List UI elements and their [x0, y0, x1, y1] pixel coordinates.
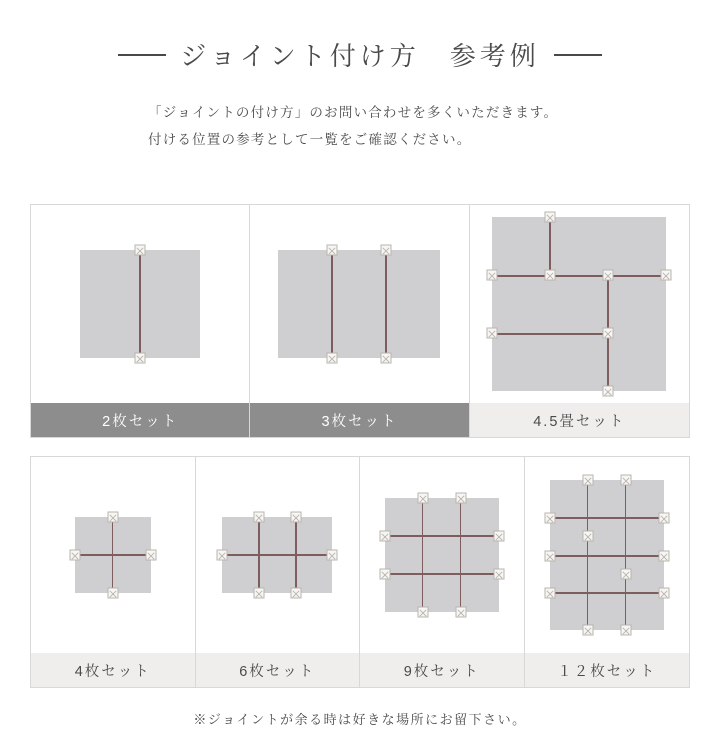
joint-icon: [544, 551, 555, 562]
joint-icon: [135, 353, 146, 364]
lead-paragraph: [0, 99, 720, 153]
joint-icon: [327, 245, 338, 256]
layout-examples-grid: [30, 204, 690, 688]
joint-icon: [603, 328, 614, 339]
example-caption-3mai: 3枚セット: [250, 403, 468, 437]
example-panel-3mai: [250, 205, 469, 437]
joint-icon: [455, 493, 466, 504]
seam-vertical: [139, 250, 141, 358]
joint-icon: [417, 607, 428, 618]
joint-icon: [493, 569, 504, 580]
mat-area: [492, 217, 666, 391]
seam-horizontal: [75, 554, 151, 556]
example-caption-9mai: 9枚セット: [360, 653, 524, 687]
mat-area: [385, 498, 499, 612]
diagram-6mai: [196, 457, 360, 653]
seam-horizontal: [385, 573, 499, 575]
joint-icon: [254, 588, 265, 599]
joint-icon: [145, 550, 156, 561]
seam-horizontal: [385, 535, 499, 537]
joint-icon: [107, 512, 118, 523]
joint-icon: [327, 353, 338, 364]
joint-icon: [544, 588, 555, 599]
example-panel-6mai: [196, 457, 361, 687]
joint-icon: [545, 270, 556, 281]
lead-line-2: 付ける位置の参考として一覧をご確認ください。: [148, 132, 472, 147]
mat-area: [550, 480, 664, 630]
joint-icon: [381, 245, 392, 256]
seam-vertical: [460, 498, 462, 612]
diagram-12mai: [525, 457, 690, 653]
diagram-3mai: [250, 205, 468, 403]
diagram-2mai: [31, 205, 249, 403]
diagram-9mai: [360, 457, 524, 653]
footer-note: ※ジョイントが余る時は好きな場所にお留下さい。: [193, 712, 527, 727]
joint-icon: [582, 625, 593, 636]
diagram-4mai: [31, 457, 195, 653]
joint-icon: [487, 270, 498, 281]
joint-icon: [658, 588, 669, 599]
joint-icon: [603, 270, 614, 281]
joint-icon: [254, 512, 265, 523]
example-panel-2mai: [31, 205, 250, 437]
seam-vertical: [607, 333, 609, 391]
seam-horizontal: [550, 517, 664, 519]
seam-vertical: [385, 250, 387, 358]
joint-icon: [381, 353, 392, 364]
joint-icon: [455, 607, 466, 618]
seam-vertical: [331, 250, 333, 358]
seam-horizontal: [492, 275, 666, 277]
example-panel-4mai: [31, 457, 196, 687]
example-panel-12mai: [525, 457, 690, 687]
joint-icon: [661, 270, 672, 281]
joint-icon: [620, 475, 631, 486]
example-caption-45jou: 4.5畳セット: [470, 403, 689, 437]
joint-icon: [620, 569, 631, 580]
diagram-45jou: [470, 205, 689, 403]
example-caption-4mai: 4枚セット: [31, 653, 195, 687]
seam-vertical: [422, 498, 424, 612]
joint-icon: [379, 569, 390, 580]
page-title: [0, 36, 720, 73]
joint-icon: [658, 513, 669, 524]
lead-line-1: 「ジョイントの付け方」のお問い合わせを多くいただきます。: [148, 105, 559, 120]
joint-icon: [603, 386, 614, 397]
seam-vertical: [607, 275, 609, 333]
joint-icon: [582, 475, 593, 486]
example-caption-6mai: 6枚セット: [196, 653, 360, 687]
joint-icon: [107, 588, 118, 599]
joint-icon: [620, 625, 631, 636]
mat-area: [80, 250, 200, 358]
page-title-text: ジョイント付け方 参考例: [180, 41, 540, 71]
seam-vertical: [549, 217, 551, 275]
joint-icon: [327, 550, 338, 561]
joint-icon: [135, 245, 146, 256]
joint-icon: [69, 550, 80, 561]
joint-icon: [582, 531, 593, 542]
examples-row-1: [30, 204, 690, 438]
example-caption-12mai: １２枚セット: [525, 653, 690, 687]
seam-horizontal: [222, 554, 332, 556]
joint-icon: [544, 513, 555, 524]
joint-icon: [417, 493, 428, 504]
example-panel-45jou: [470, 205, 689, 437]
joint-icon: [658, 551, 669, 562]
seam-horizontal: [550, 592, 664, 594]
joint-icon: [493, 531, 504, 542]
title-rule-left: [118, 54, 166, 56]
joint-icon: [291, 588, 302, 599]
seam-horizontal: [550, 555, 664, 557]
joint-icon: [487, 328, 498, 339]
joint-icon: [217, 550, 228, 561]
joint-icon: [545, 212, 556, 223]
example-panel-9mai: [360, 457, 525, 687]
seam-horizontal: [492, 333, 608, 335]
joint-icon: [379, 531, 390, 542]
joint-icon: [291, 512, 302, 523]
mat-area: [75, 517, 151, 593]
examples-row-2: [30, 456, 690, 688]
mat-area: [222, 517, 332, 593]
example-caption-2mai: 2枚セット: [31, 403, 249, 437]
title-rule-right: [554, 54, 602, 56]
mat-area: [278, 250, 440, 358]
